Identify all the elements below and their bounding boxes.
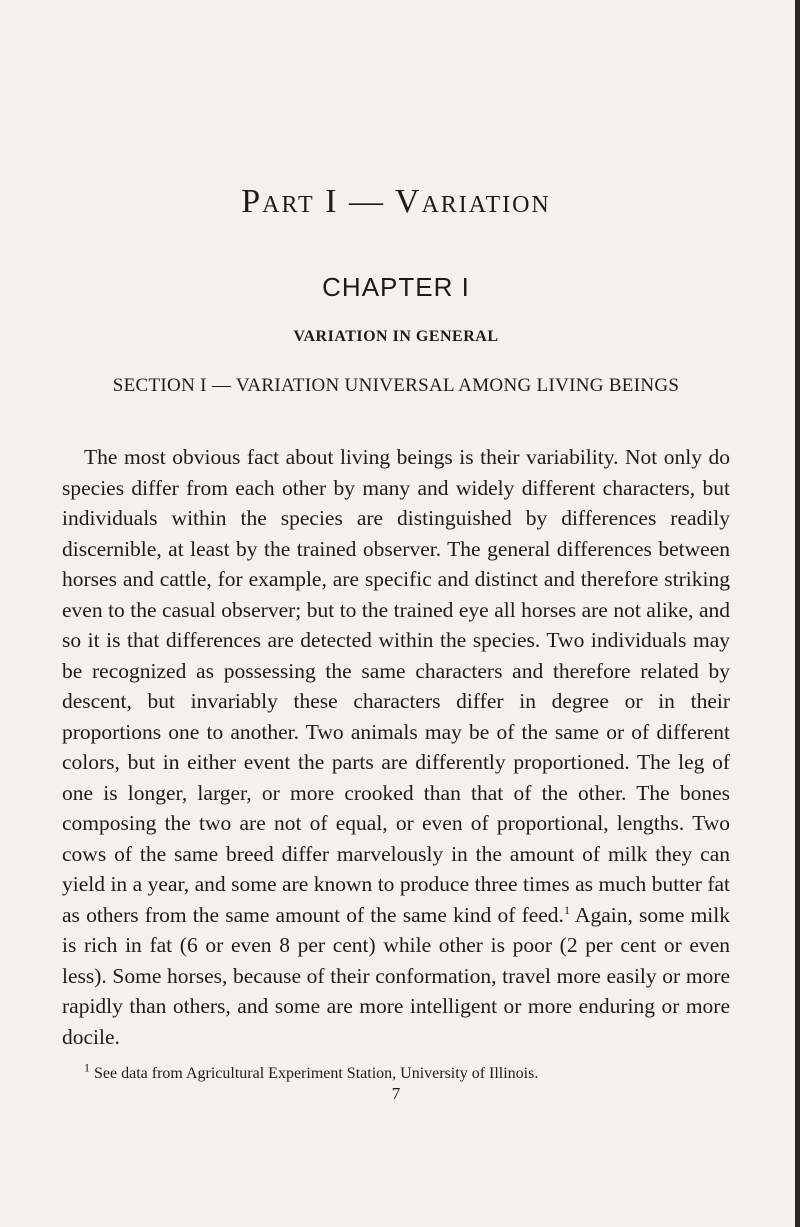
part-title: Part I — Variation [241,183,551,220]
footnote-number: 1 [84,1060,90,1075]
footnote [62,1060,730,1084]
chapter-subtitle: VARIATION IN GENERAL [293,328,499,345]
body-text-after-note: Again, some milk is rich in fat (6 or even 8 per cent) while other is poor (2 per cent or even less). Some horses, because of their conformation, travel more easily or more rapidly than others, and some are more intelligent or more enduring or more docile. [62,902,730,1049]
page-edge [795,0,800,1227]
footnote-text: See data from Agricultural Experiment Station, University of Illinois. [90,1065,539,1082]
page-number: 7 [391,1084,401,1103]
body-text-before-note: The most obvious fact about living beings is their variability. Not only do species differ from each other by many and widely different characters, but individuals within the species are distinguished by differences readily discernible, at least by the trained observer. The general differences between horses and cattle, for example, are specific and distinct and therefore striking even to the casual observer; but to the trained eye all horses are not alike, and so it is that differences are detected within the species. Two individuals may be recognized as possessing the same characters and therefore related by descent, but invariably these characters differ in degree or in their proportions one to another. Two animals may be of the same or of different colors, but in either event the parts are differently proportioned. The leg of one is longer, larger, or more crooked than that of the other. The bones composing the two are not of equal, or even of proportional, lengths. Two cows of the same breed differ marvelously in the amount of milk they can yield in a year, and some are known to produce three times as much butter fat as others from the same amount of the same kind of feed. [62,445,730,927]
body-paragraph [62,442,730,1052]
section-title: SECTION I — VARIATION UNIVERSAL AMONG LIVING BEINGS [112,375,680,396]
book-page [62,0,730,1227]
footnote-reference[interactable]: 1 [563,902,570,917]
chapter-title: CHAPTER I [322,272,470,302]
